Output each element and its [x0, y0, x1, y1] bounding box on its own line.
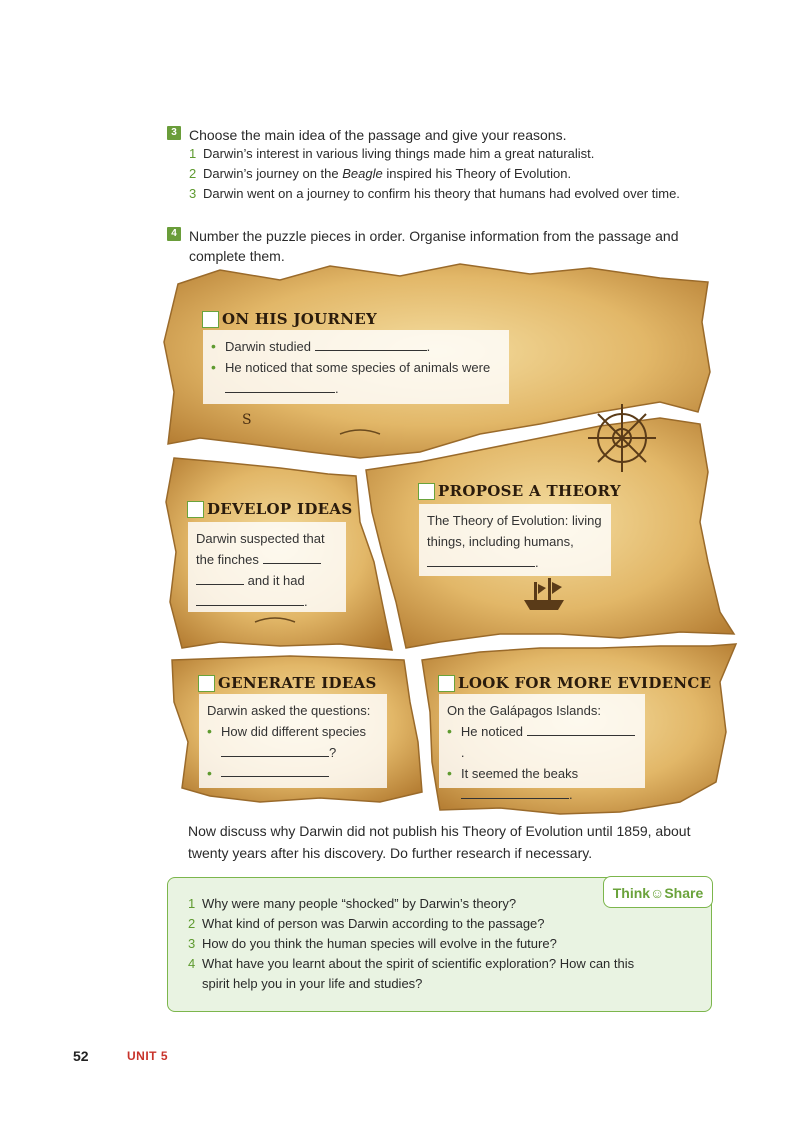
- answer-blank[interactable]: [196, 592, 304, 606]
- bullet-item: • Darwin studied .: [211, 338, 431, 354]
- piece-title-text: PROPOSE A THEORY: [438, 482, 621, 500]
- piece-propose-card: The Theory of Evolution: living things, including humans, .: [419, 504, 611, 576]
- answer-blank[interactable]: [315, 337, 427, 351]
- option-text: Darwin’s interest in various living things made him a great naturalist.: [203, 146, 595, 161]
- page-number: 52: [73, 1048, 89, 1064]
- card-line: and it had: [247, 573, 305, 588]
- order-checkbox[interactable]: [438, 675, 455, 692]
- piece-title-text: DEVELOP IDEAS: [207, 500, 353, 518]
- question-3-heading: [167, 125, 566, 145]
- card-line: The Theory of Evolution: living: [427, 513, 602, 528]
- card-line: On the Galápagos Islands:: [447, 703, 601, 718]
- answer-blank[interactable]: [196, 571, 244, 585]
- ship-name: Beagle: [342, 166, 383, 181]
- piece-title-text: LOOK FOR MORE EVIDENCE: [458, 674, 712, 692]
- piece-evidence-card: [439, 694, 645, 802]
- piece-journey-card: [203, 330, 509, 404]
- think-share-box: [167, 877, 712, 1012]
- answer-blank[interactable]: [263, 550, 321, 564]
- card-line: things, including humans,: [427, 534, 574, 549]
- puzzle-map: [160, 262, 750, 822]
- option-item: [189, 164, 680, 184]
- option-item: [189, 184, 680, 204]
- order-checkbox[interactable]: [202, 311, 219, 328]
- piece-title-text: GENERATE IDEAS: [218, 674, 377, 692]
- list-item: 2 What kind of person was Darwin according to the passage?: [188, 916, 545, 931]
- think-share-list: [188, 894, 658, 994]
- question-4-prompt: [189, 226, 679, 266]
- unit-label: UNIT 5: [127, 1049, 169, 1063]
- piece-evidence-title: [438, 674, 711, 692]
- piece-develop-card: Darwin suspected that the finches and it had .: [188, 522, 346, 612]
- bullet-continuation: ?: [207, 742, 379, 763]
- option-text: Darwin’s journey on the Beagle inspired his Theory of Evolution.: [203, 166, 572, 181]
- compass-south-letter: S: [242, 412, 252, 428]
- bullet-item: • He noticed that some species of animals were: [211, 359, 491, 375]
- piece-develop-title: [187, 500, 352, 518]
- answer-blank[interactable]: [527, 722, 635, 736]
- question-number-badge: 4: [167, 227, 181, 241]
- list-item: 1 Why were many people “shocked” by Darwin’s theory?: [188, 896, 517, 911]
- option-text: Darwin went on a journey to confirm his theory that humans had evolved over time.: [203, 186, 680, 201]
- card-line: Darwin asked the questions:: [207, 703, 371, 718]
- order-checkbox[interactable]: [187, 501, 204, 518]
- card-line: Darwin suspected that: [196, 531, 325, 546]
- order-checkbox[interactable]: [418, 483, 435, 500]
- bullet-item: • He noticed .: [447, 721, 637, 763]
- option-number: 2: [189, 166, 197, 181]
- bullet-continuation: .: [447, 784, 637, 805]
- answer-blank[interactable]: [461, 785, 569, 799]
- answer-blank[interactable]: [221, 743, 329, 757]
- option-item: [189, 144, 680, 164]
- discussion-line: Now discuss why Darwin did not publish his Theory of Evolution until 1859, about: [188, 823, 691, 839]
- piece-journey-title: [202, 310, 377, 328]
- question-4-heading: [167, 226, 679, 266]
- option-number: 3: [189, 186, 197, 201]
- piece-generate-card: [199, 694, 387, 788]
- bullet-item: •: [207, 763, 379, 784]
- prompt-line: Number the puzzle pieces in order. Organise information from the passage and: [189, 228, 679, 244]
- card-line: the finches: [196, 552, 259, 567]
- piece-generate-title: [198, 674, 377, 692]
- bullet-item: • It seemed the beaks: [447, 765, 579, 781]
- question-3-prompt: Choose the main idea of the passage and give your reasons.: [189, 127, 567, 143]
- option-number: 1: [189, 146, 197, 161]
- discussion-line: twenty years after his discovery. Do further research if necessary.: [188, 845, 593, 861]
- think-share-tag: Think☺Share: [603, 876, 713, 908]
- ship-wheel-illustration: [588, 404, 656, 472]
- order-checkbox[interactable]: [198, 675, 215, 692]
- piece-propose-title: [418, 482, 621, 500]
- piece-title-text: ON HIS JOURNEY: [222, 310, 378, 328]
- answer-blank[interactable]: [225, 379, 335, 393]
- list-item: 3 How do you think the human species will evolve in the future?: [188, 936, 557, 951]
- discussion-prompt: [188, 820, 708, 864]
- bullet-item: • How did different species: [207, 723, 367, 739]
- question-number-badge: 3: [167, 126, 181, 140]
- answer-blank[interactable]: [221, 763, 329, 777]
- bullet-continuation: .: [211, 378, 501, 399]
- prompt-line: complete them.: [189, 248, 285, 264]
- question-3-options: [189, 144, 680, 204]
- list-item: 4 What have you learnt about the spirit of scientific exploration? How can this spirit help you in your life and studies?: [188, 956, 635, 991]
- answer-blank[interactable]: [427, 553, 535, 567]
